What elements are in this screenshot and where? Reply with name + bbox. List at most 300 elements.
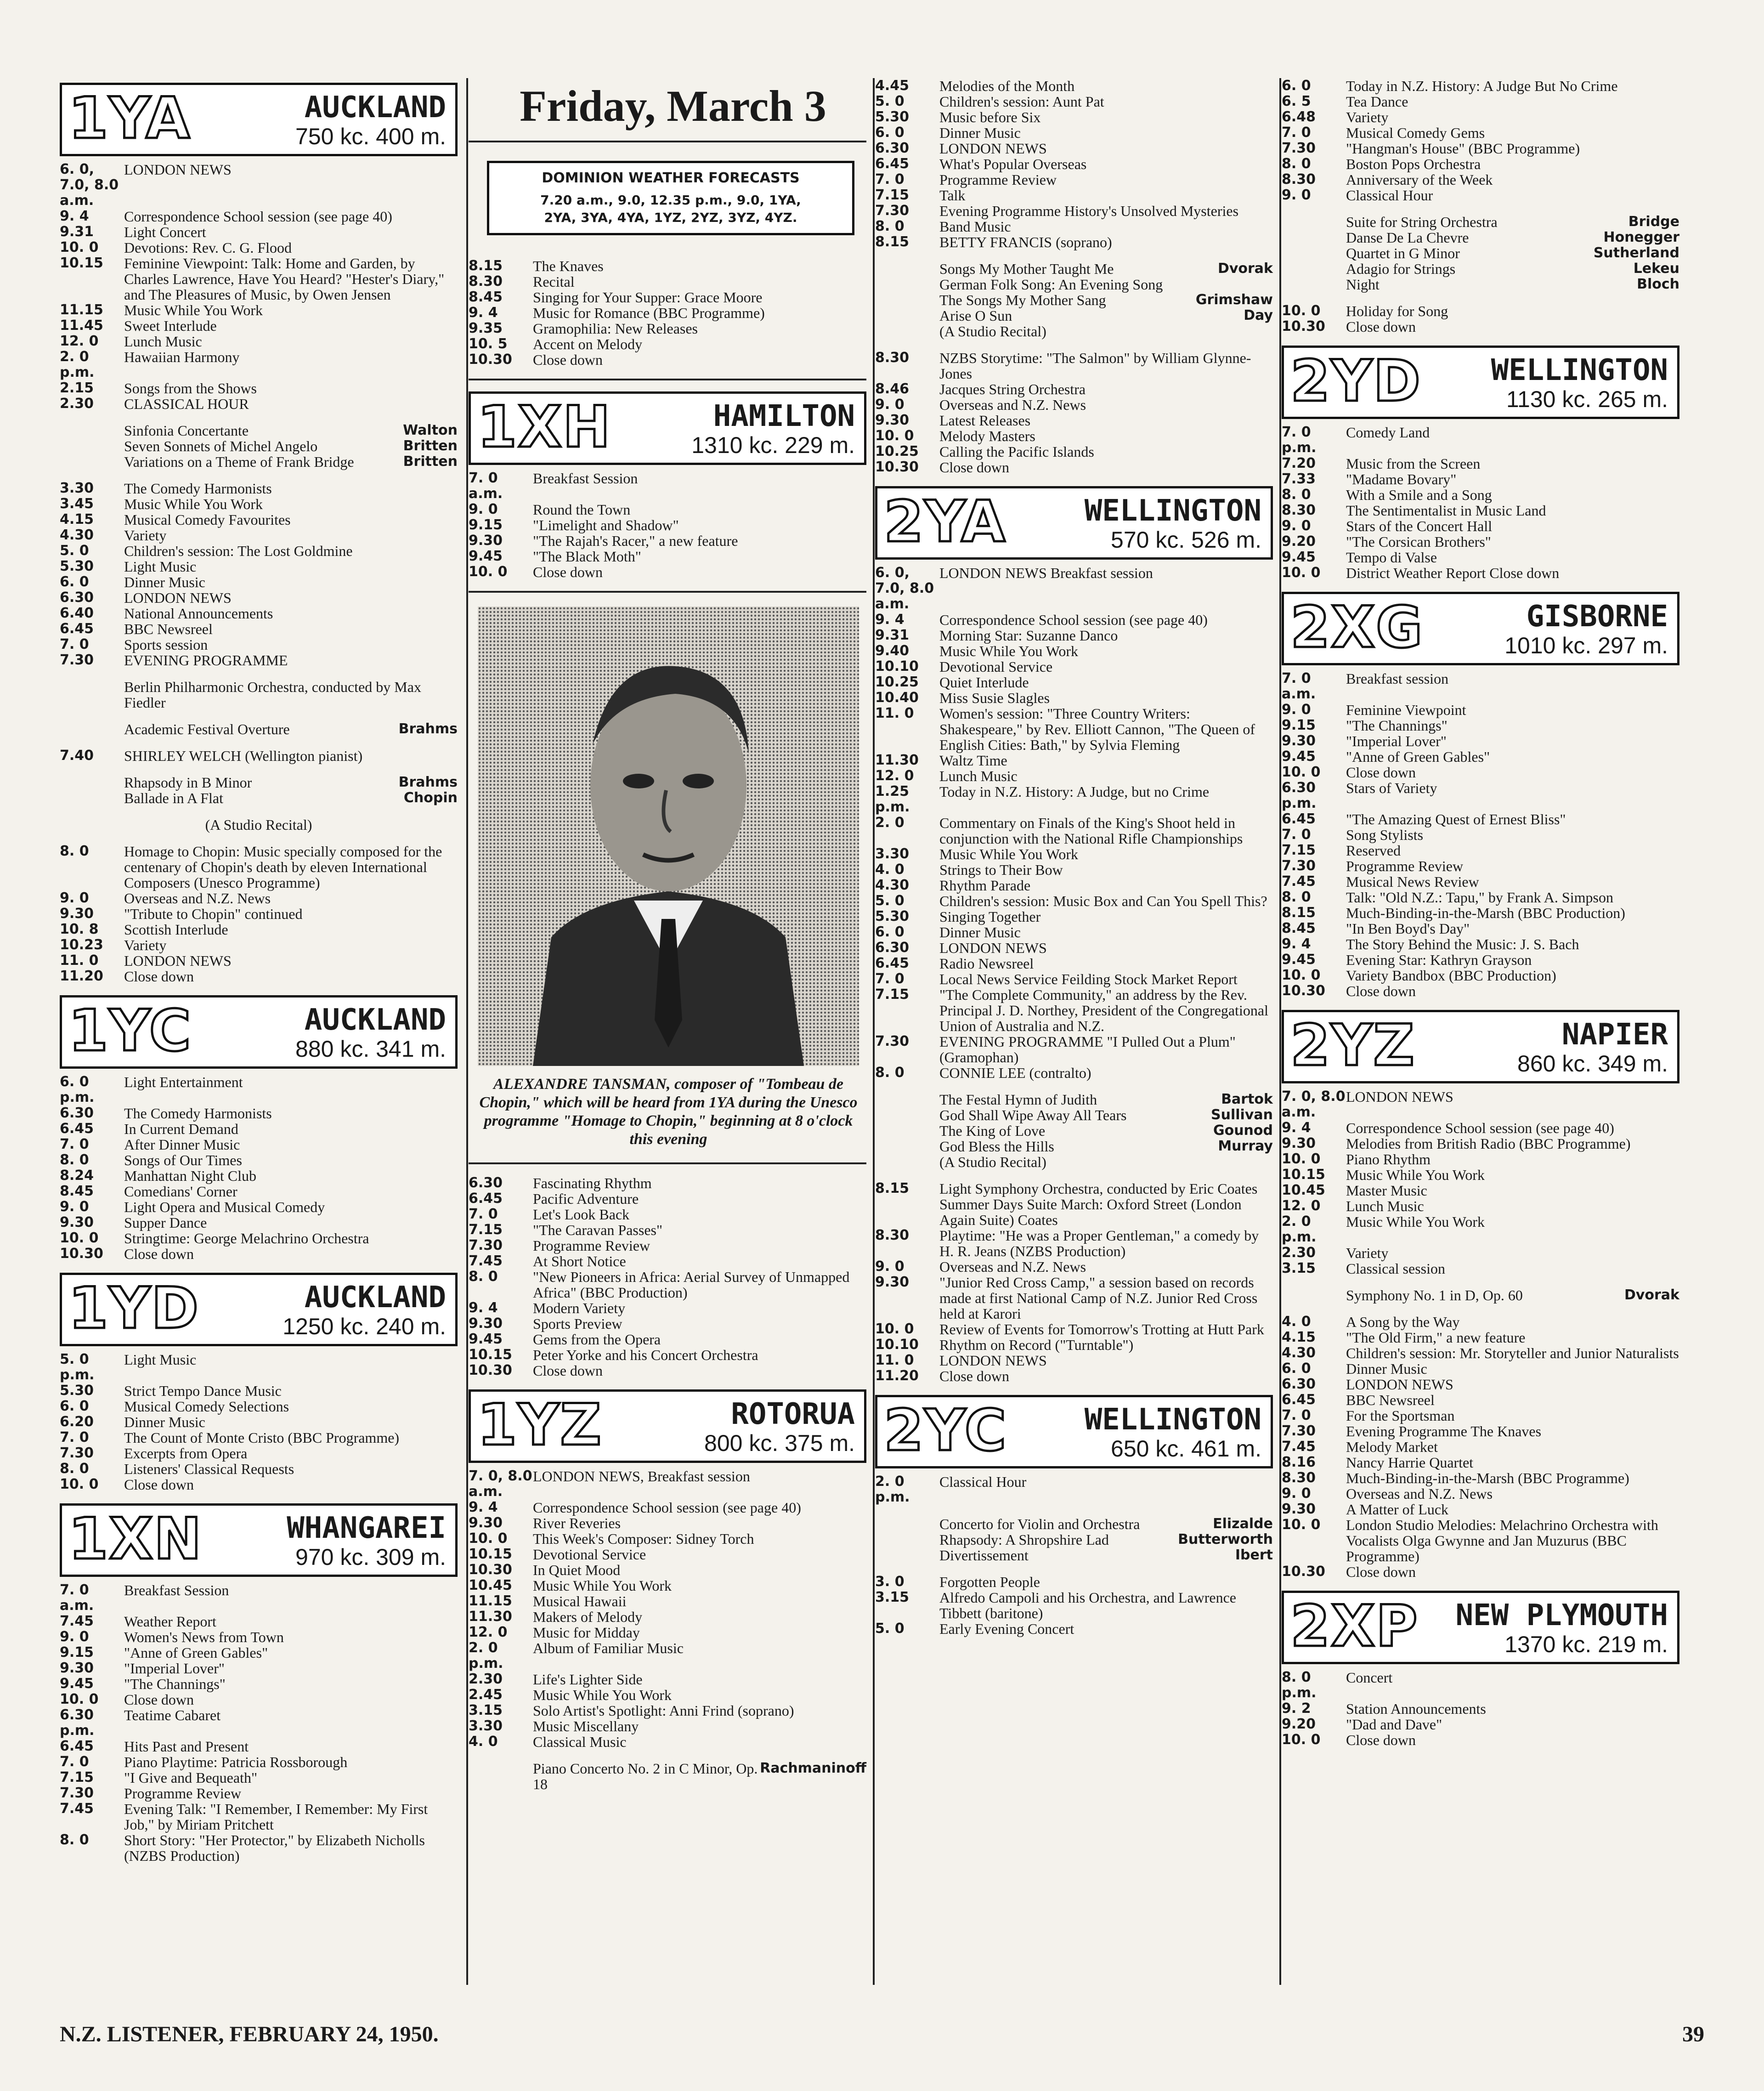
schedule-item — [1282, 1136, 1679, 1151]
schedule-item — [469, 1468, 866, 1500]
schedule-programme: Music While You Work — [124, 496, 263, 512]
schedule-item — [1282, 733, 1679, 749]
schedule-time: 2. 0 p.m. — [1282, 1213, 1317, 1245]
schedule-time: 11. 0 — [875, 705, 914, 721]
schedule-programme: "The Amazing Quest of Ernest Bliss" — [1346, 811, 1566, 827]
schedule-programme: Sports Preview — [533, 1315, 622, 1332]
schedule-time: 9. 0 — [875, 397, 905, 413]
schedule-time: 9. 0 — [1282, 1485, 1311, 1502]
schedule-programme: What's Popular Overseas — [939, 156, 1087, 172]
schedule-programme: Commentary on Finals of the King's Shoot held in conjunction with the National Rifle Championships — [939, 815, 1243, 847]
station-header-2yd — [1282, 346, 1679, 419]
schedule-time: 6. 0 — [1282, 78, 1311, 94]
work-item — [60, 438, 458, 454]
schedule-programme: Boston Pops Orchestra — [1346, 156, 1481, 172]
schedule-programme: "New Pioneers in Africa: Aerial Survey of Unmapped Africa" (BBC Production) — [533, 1269, 850, 1301]
schedule-time: 9.45 — [60, 1676, 94, 1692]
schedule-time: 6.30 — [60, 589, 94, 606]
schedule-programme: Light Entertainment — [124, 1074, 243, 1090]
schedule-item — [60, 1582, 458, 1614]
schedule-time: 7. 0 — [60, 1136, 89, 1152]
schedule-time: 5. 0 p.m. — [60, 1351, 95, 1383]
work-title: Piano Concerto No. 2 in C Minor, Op. 18 — [533, 1760, 758, 1792]
schedule-item — [875, 350, 1273, 381]
schedule-time: 3.15 — [875, 1589, 910, 1605]
schedule-time: 7.30 — [875, 203, 910, 219]
schedule-time: 9.35 — [469, 320, 503, 336]
schedule-item — [1282, 1701, 1679, 1717]
schedule-programme: "Tribute to Chopin" continued — [124, 906, 303, 922]
schedule-programme: The Story Behind the Music: J. S. Bach — [1346, 936, 1579, 952]
work-composer: Brahms — [398, 774, 458, 790]
schedule-time: 9.15 — [1282, 717, 1316, 733]
schedule-list — [875, 1474, 1273, 1505]
schedule-item — [1282, 125, 1679, 141]
works-list — [1282, 214, 1679, 292]
station-city: HAMILTON — [713, 399, 855, 433]
schedule-programme: LONDON NEWS, Breakfast session — [533, 1468, 750, 1485]
schedule-programme: This Week's Composer: Sidney Torch — [533, 1530, 754, 1547]
schedule-time: 6.30 p.m. — [60, 1707, 95, 1739]
schedule-programme: Music While You Work — [1346, 1213, 1485, 1230]
schedule-programme: "The Old Firm," a new feature — [1346, 1329, 1526, 1346]
work-item — [875, 1123, 1273, 1139]
schedule-time: 7. 0 — [1282, 827, 1311, 843]
schedule-programme: Supper Dance — [124, 1214, 207, 1231]
schedule-item — [469, 549, 866, 564]
schedule-item — [875, 1065, 1273, 1081]
station-header-2yc — [875, 1395, 1273, 1468]
station-call: 2XP — [1290, 1593, 1419, 1660]
schedule-item — [60, 209, 458, 224]
schedule-time: 6. 0 — [60, 574, 89, 590]
schedule-item — [469, 1500, 866, 1515]
schedule-list — [60, 162, 458, 412]
schedule-time: 5.30 — [60, 1383, 94, 1399]
schedule-item — [1282, 503, 1679, 518]
schedule-programme: Rhythm on Record ("Turntable") — [939, 1337, 1134, 1353]
schedule-programme: Strict Tempo Dance Music — [124, 1383, 282, 1399]
schedule-item — [469, 274, 866, 289]
schedule-item — [875, 893, 1273, 909]
schedule-time: 7. 0 — [60, 1754, 89, 1770]
schedule-item — [60, 890, 458, 906]
works-list — [60, 423, 458, 470]
work-composer: Bartok — [1221, 1091, 1273, 1107]
schedule-item — [875, 674, 1273, 690]
works-list — [60, 775, 458, 806]
station-city: WELLINGTON — [1084, 494, 1261, 528]
schedule-item — [1282, 109, 1679, 125]
schedule-time: 9. 0 — [60, 890, 89, 906]
schedule-programme: Musical Hawaii — [533, 1593, 627, 1609]
schedule-programme: Master Music — [1346, 1182, 1427, 1199]
schedule-time: 7.45 — [1282, 873, 1316, 890]
station-header-1yc — [60, 995, 458, 1069]
station-city: NEW PLYMOUTH — [1455, 1598, 1668, 1632]
work-item — [875, 308, 1273, 323]
schedule-programme: For the Sportsman — [1346, 1407, 1455, 1424]
schedule-item — [469, 1269, 866, 1300]
schedule-time: 9.40 — [875, 643, 910, 659]
schedule-item — [1282, 1455, 1679, 1470]
schedule-item — [1282, 425, 1679, 456]
schedule-time: 4. 0 — [875, 861, 905, 878]
schedule-time: 10.25 — [875, 674, 919, 690]
schedule-item — [875, 109, 1273, 125]
schedule-item — [1282, 905, 1679, 921]
schedule-programme: Much-Binding-in-the-Marsh (BBC Production) — [1346, 905, 1625, 921]
schedule-item — [469, 1515, 866, 1531]
schedule-item — [469, 352, 866, 368]
schedule-item — [60, 1399, 458, 1414]
schedule-programme: BBC Newsreel — [124, 621, 213, 637]
schedule-time: 9.20 — [1282, 1716, 1316, 1732]
station-city: WELLINGTON — [1491, 353, 1668, 387]
schedule-programme: Musical Comedy Gems — [1346, 125, 1485, 141]
schedule-item — [469, 1531, 866, 1547]
schedule-time: 8.30 — [1282, 502, 1316, 518]
schedule-item — [60, 1121, 458, 1137]
schedule-time: 11.30 — [469, 1609, 512, 1625]
schedule-time: 8. 0 — [60, 843, 89, 859]
schedule-item — [875, 924, 1273, 940]
schedule-programme: Makers of Melody — [533, 1609, 643, 1625]
schedule-time: 2.15 — [60, 380, 94, 396]
schedule-programme: Latest Releases — [939, 412, 1031, 429]
schedule-time: 8.46 — [875, 381, 910, 397]
schedule-time: 9.45 — [1282, 952, 1316, 968]
schedule-time: 2. 0 p.m. — [60, 349, 95, 380]
schedule-time: 7.30 — [1282, 1423, 1316, 1439]
schedule-time: 10. 8 — [60, 921, 99, 937]
schedule-item — [1282, 749, 1679, 765]
station-frequency: 750 kc. 400 m. — [295, 124, 446, 149]
schedule-item — [60, 527, 458, 543]
schedule-time: 2. 0 p.m. — [875, 1473, 910, 1505]
work-item — [1282, 230, 1679, 245]
schedule-time: 6.30 — [875, 140, 910, 156]
schedule-time: 3.45 — [60, 496, 94, 512]
schedule-item — [1282, 702, 1679, 718]
schedule-programme: "Limelight and Shadow" — [533, 517, 679, 533]
schedule-time: 9. 4 — [469, 1499, 498, 1515]
schedule-programme: Lunch Music — [124, 333, 202, 350]
schedule-time: 7. 0 — [1282, 125, 1311, 141]
schedule-programme: Evening Talk: "I Remember, I Remember: My First Job," by Miriam Pritchett — [124, 1801, 428, 1833]
schedule-item — [1282, 1330, 1679, 1345]
schedule-time: 6.30 — [1282, 1376, 1316, 1392]
schedule-time: 7.30 — [1282, 140, 1316, 156]
schedule-item — [469, 321, 866, 336]
schedule-time: 6.45 — [875, 156, 910, 172]
schedule-item — [1282, 1361, 1679, 1377]
schedule-time: 7. 0, 8.0 a.m. — [469, 1468, 532, 1500]
schedule-time: 5.30 — [875, 908, 910, 924]
schedule-item — [1282, 1470, 1679, 1486]
schedule-programme: Music Miscellany — [533, 1718, 639, 1734]
schedule-time: 9. 4 — [60, 208, 89, 224]
schedule-item — [469, 564, 866, 580]
weather-line: 2YA, 3YA, 4YA, 1YZ, 2YZ, 3YZ, 4YZ. — [544, 210, 797, 225]
schedule-item — [875, 141, 1273, 156]
schedule-item — [60, 240, 458, 255]
schedule-time: 7.30 — [60, 1785, 94, 1801]
schedule-item — [60, 1770, 458, 1785]
schedule-item — [60, 1105, 458, 1121]
schedule-item — [60, 334, 458, 349]
schedule-time: 10.45 — [1282, 1182, 1325, 1198]
schedule-item — [875, 643, 1273, 659]
schedule-programme: Music before Six — [939, 109, 1041, 125]
schedule-programme: Round the Town — [533, 501, 631, 518]
page-number: 39 — [1682, 2022, 1704, 2046]
station-city: AUCKLAND — [304, 1003, 446, 1037]
work-composer: Bloch — [1637, 276, 1679, 292]
schedule-item — [875, 94, 1273, 109]
station-city: GISBORNE — [1526, 600, 1668, 634]
schedule-item — [60, 1660, 458, 1676]
work-composer: Britten — [403, 453, 458, 470]
schedule-item — [1282, 172, 1679, 187]
schedule-programme: Close down — [939, 1368, 1009, 1384]
schedule-programme: Lunch Music — [1346, 1198, 1424, 1214]
schedule-time: 4.30 — [875, 877, 910, 893]
schedule-list — [875, 1574, 1273, 1637]
schedule-item — [875, 219, 1273, 234]
schedule-item — [875, 413, 1273, 428]
schedule-item — [1282, 765, 1679, 780]
schedule-time: 4. 0 — [1282, 1314, 1311, 1330]
schedule-item — [875, 659, 1273, 674]
schedule-item — [469, 1363, 866, 1378]
schedule-programme: Close down — [124, 1691, 194, 1708]
schedule-item — [875, 428, 1273, 444]
schedule-item — [60, 1445, 458, 1461]
schedule-item — [875, 987, 1273, 1034]
schedule-time: 8. 0 — [60, 1461, 89, 1477]
work-item — [875, 261, 1273, 277]
schedule-time: 6. 0 — [60, 1398, 89, 1414]
schedule-time: 9. 0 — [1282, 702, 1311, 718]
work-composer: Brahms — [398, 721, 458, 737]
schedule-programme: "I Give and Bequeath" — [124, 1769, 258, 1786]
schedule-item — [1282, 1423, 1679, 1439]
schedule-programme: Close down — [939, 459, 1009, 476]
schedule-programme: Songs from the Shows — [124, 380, 257, 397]
schedule-programme: Close down — [124, 1246, 194, 1262]
schedule-programme: Close down — [533, 564, 603, 580]
schedule-time: 8.45 — [60, 1183, 94, 1199]
schedule-time: 9.30 — [60, 1660, 94, 1676]
schedule-programme: Musical Comedy Selections — [124, 1398, 289, 1415]
schedule-programme: Listeners' Classical Requests — [124, 1461, 294, 1477]
schedule-programme: Talk: "Old N.Z.: Tapu," by Frank A. Simpson — [1346, 889, 1613, 906]
station-frequency: 1010 kc. 297 m. — [1504, 633, 1668, 658]
station-call: 1XH — [477, 394, 611, 460]
schedule-item — [1282, 811, 1679, 827]
station-call: 1YC — [68, 998, 192, 1064]
schedule-programme: Close down — [124, 968, 194, 985]
schedule-programme: Pacific Adventure — [533, 1190, 639, 1207]
schedule-time: 10.30 — [1282, 1564, 1325, 1580]
schedule-time: 2.30 — [1282, 1245, 1316, 1261]
schedule-item — [1282, 1345, 1679, 1361]
schedule-item — [1282, 1261, 1679, 1276]
works-list — [875, 1516, 1273, 1563]
schedule-item — [60, 1645, 458, 1660]
schedule-item — [60, 1414, 458, 1430]
schedule-time: 2.45 — [469, 1687, 503, 1703]
work-title: Danse De La Chevre — [1346, 229, 1469, 246]
schedule-programme: Songs of Our Times — [124, 1152, 242, 1168]
schedule-item — [1282, 780, 1679, 811]
schedule-time: 6. 0 p.m. — [60, 1074, 95, 1105]
schedule-item — [469, 1718, 866, 1734]
schedule-time: 7.40 — [60, 748, 94, 764]
schedule-time: 6.40 — [60, 605, 94, 621]
schedule-item — [1282, 671, 1679, 702]
schedule-time: 7.30 — [875, 1033, 910, 1049]
schedule-item — [1282, 94, 1679, 109]
schedule-programme: Music While You Work — [939, 643, 1079, 659]
schedule-time: 7. 0 — [60, 1429, 89, 1445]
schedule-time: 4.30 — [60, 527, 94, 543]
schedule-time: 9. 0 — [1282, 518, 1311, 534]
work-item — [875, 323, 1273, 339]
work-composer: Gounod — [1213, 1122, 1273, 1139]
schedule-time: 9. 2 — [1282, 1700, 1311, 1717]
column-1 — [60, 78, 469, 1875]
schedule-programme: District Weather Report Close down — [1346, 565, 1560, 581]
schedule-programme: Close down — [1346, 1564, 1416, 1580]
schedule-programme: "The Channings" — [1346, 717, 1447, 734]
schedule-time: 6. 0 — [875, 924, 905, 940]
schedule-item — [469, 1191, 866, 1207]
schedule-programme: Classical Hour — [1346, 187, 1433, 204]
schedule-time: 10.30 — [469, 1362, 512, 1378]
schedule-time: 9. 4 — [1282, 1120, 1311, 1136]
schedule-item — [875, 1321, 1273, 1337]
schedule-time: 7. 0 — [875, 971, 905, 987]
works-list — [875, 261, 1273, 339]
schedule-programme: Life's Lighter Side — [533, 1671, 643, 1688]
schedule-item — [469, 289, 866, 305]
work-title: God Shall Wipe Away All Tears — [939, 1107, 1127, 1123]
schedule-time: 6. 0, 7.0, 8.0 a.m. — [875, 565, 934, 612]
schedule-programme: After Dinner Music — [124, 1136, 240, 1153]
schedule-time: 9.30 — [875, 1274, 910, 1290]
station-header-1ya — [60, 83, 458, 156]
work-composer: Murray — [1218, 1138, 1273, 1154]
schedule-programme: Music for Romance (BBC Programme) — [533, 305, 765, 321]
schedule-item — [60, 1074, 458, 1105]
schedule-programme: LONDON NEWS — [939, 940, 1047, 956]
schedule-time: 11.20 — [60, 968, 103, 984]
schedule-time: 10.15 — [469, 1347, 512, 1363]
schedule-time: 12. 0 — [1282, 1198, 1321, 1214]
schedule-item — [60, 937, 458, 953]
station-frequency: 800 kc. 375 m. — [704, 1430, 855, 1456]
schedule-item — [469, 1609, 866, 1625]
schedule-programme: Piano Playtime: Patricia Rossborough — [124, 1754, 348, 1770]
schedule-item — [60, 969, 458, 984]
schedule-programme: LONDON NEWS — [124, 952, 232, 969]
station-header-2xp — [1282, 1591, 1679, 1664]
schedule-item — [1282, 890, 1679, 905]
schedule-programme: "The Rajah's Racer," a new feature — [533, 533, 738, 549]
work-item — [875, 1092, 1273, 1107]
schedule-time: 9.31 — [875, 627, 910, 643]
schedule-item — [1282, 156, 1679, 172]
schedule-time: 7. 0 — [469, 1206, 498, 1222]
schedule-item — [60, 302, 458, 318]
schedule-time: 10.45 — [469, 1577, 512, 1593]
schedule-programme: "The Black Moth" — [533, 548, 641, 565]
schedule-programme: Close down — [1346, 318, 1416, 335]
schedule-item — [1282, 1502, 1679, 1517]
schedule-time: 10.40 — [875, 690, 919, 706]
schedule-time: 9.30 — [469, 533, 503, 549]
works-list — [60, 721, 458, 737]
schedule-time: 10. 0 — [469, 564, 508, 580]
schedule-time: 10.30 — [1282, 318, 1325, 334]
station-frequency: 570 kc. 526 m. — [1111, 527, 1261, 553]
schedule-time: 10. 0 — [1282, 1151, 1321, 1167]
schedule-item — [1282, 827, 1679, 843]
schedule-item — [469, 1593, 866, 1609]
schedule-programme: Melodies from British Radio (BBC Programme) — [1346, 1135, 1631, 1152]
schedule-item — [60, 1676, 458, 1692]
schedule-item — [60, 1383, 458, 1399]
schedule-programme: Anniversary of the Week — [1346, 171, 1493, 188]
station-city: ROTORUA — [731, 1397, 855, 1431]
work-title: German Folk Song: An Evening Song — [939, 276, 1163, 293]
schedule-item — [1282, 1089, 1679, 1120]
schedule-time: 10. 0 — [1282, 764, 1321, 780]
schedule-item — [875, 125, 1273, 141]
work-item — [60, 454, 458, 470]
schedule-programme: Stars of the Concert Hall — [1346, 518, 1493, 534]
schedule-time: 8. 0 — [60, 1152, 89, 1168]
schedule-programme: EVENING PROGRAMME "I Pulled Out a Plum" (Gramophan) — [939, 1033, 1236, 1065]
schedule-programme: "Dad and Dave" — [1346, 1716, 1442, 1733]
schedule-time: 3.30 — [60, 480, 94, 496]
schedule-item — [875, 1590, 1273, 1621]
schedule-programme: Lunch Music — [939, 768, 1018, 784]
schedule-time: 7.30 — [60, 652, 94, 668]
work-title: The Festal Hymn of Judith — [939, 1091, 1097, 1108]
work-composer: Sullivan — [1211, 1107, 1273, 1123]
work-item — [60, 790, 458, 806]
schedule-programme: Radio Newsreel — [939, 955, 1034, 972]
schedule-programme: Variety — [124, 937, 167, 953]
station-call: 2YA — [884, 489, 1006, 555]
schedule-time: 10.30 — [1282, 983, 1325, 999]
work-title: God Bless the Hills — [939, 1138, 1054, 1155]
schedule-time: 9. 4 — [1282, 936, 1311, 952]
schedule-time: 8. 0 — [875, 218, 905, 234]
schedule-item — [469, 336, 866, 352]
schedule-programme: At Short Notice — [533, 1253, 626, 1269]
schedule-time: 10. 0 — [60, 239, 99, 255]
schedule-programme: NZBS Storytime: "The Salmon" by William Glynne-Jones — [939, 350, 1251, 382]
work-title: Academic Festival Overture — [124, 721, 290, 737]
schedule-programme: Classical Hour — [939, 1473, 1027, 1490]
schedule-programme: Singing for Your Supper: Grace Moore — [533, 289, 763, 306]
schedule-programme: Close down — [1346, 983, 1416, 999]
schedule-time: 6.30 — [469, 1175, 503, 1191]
